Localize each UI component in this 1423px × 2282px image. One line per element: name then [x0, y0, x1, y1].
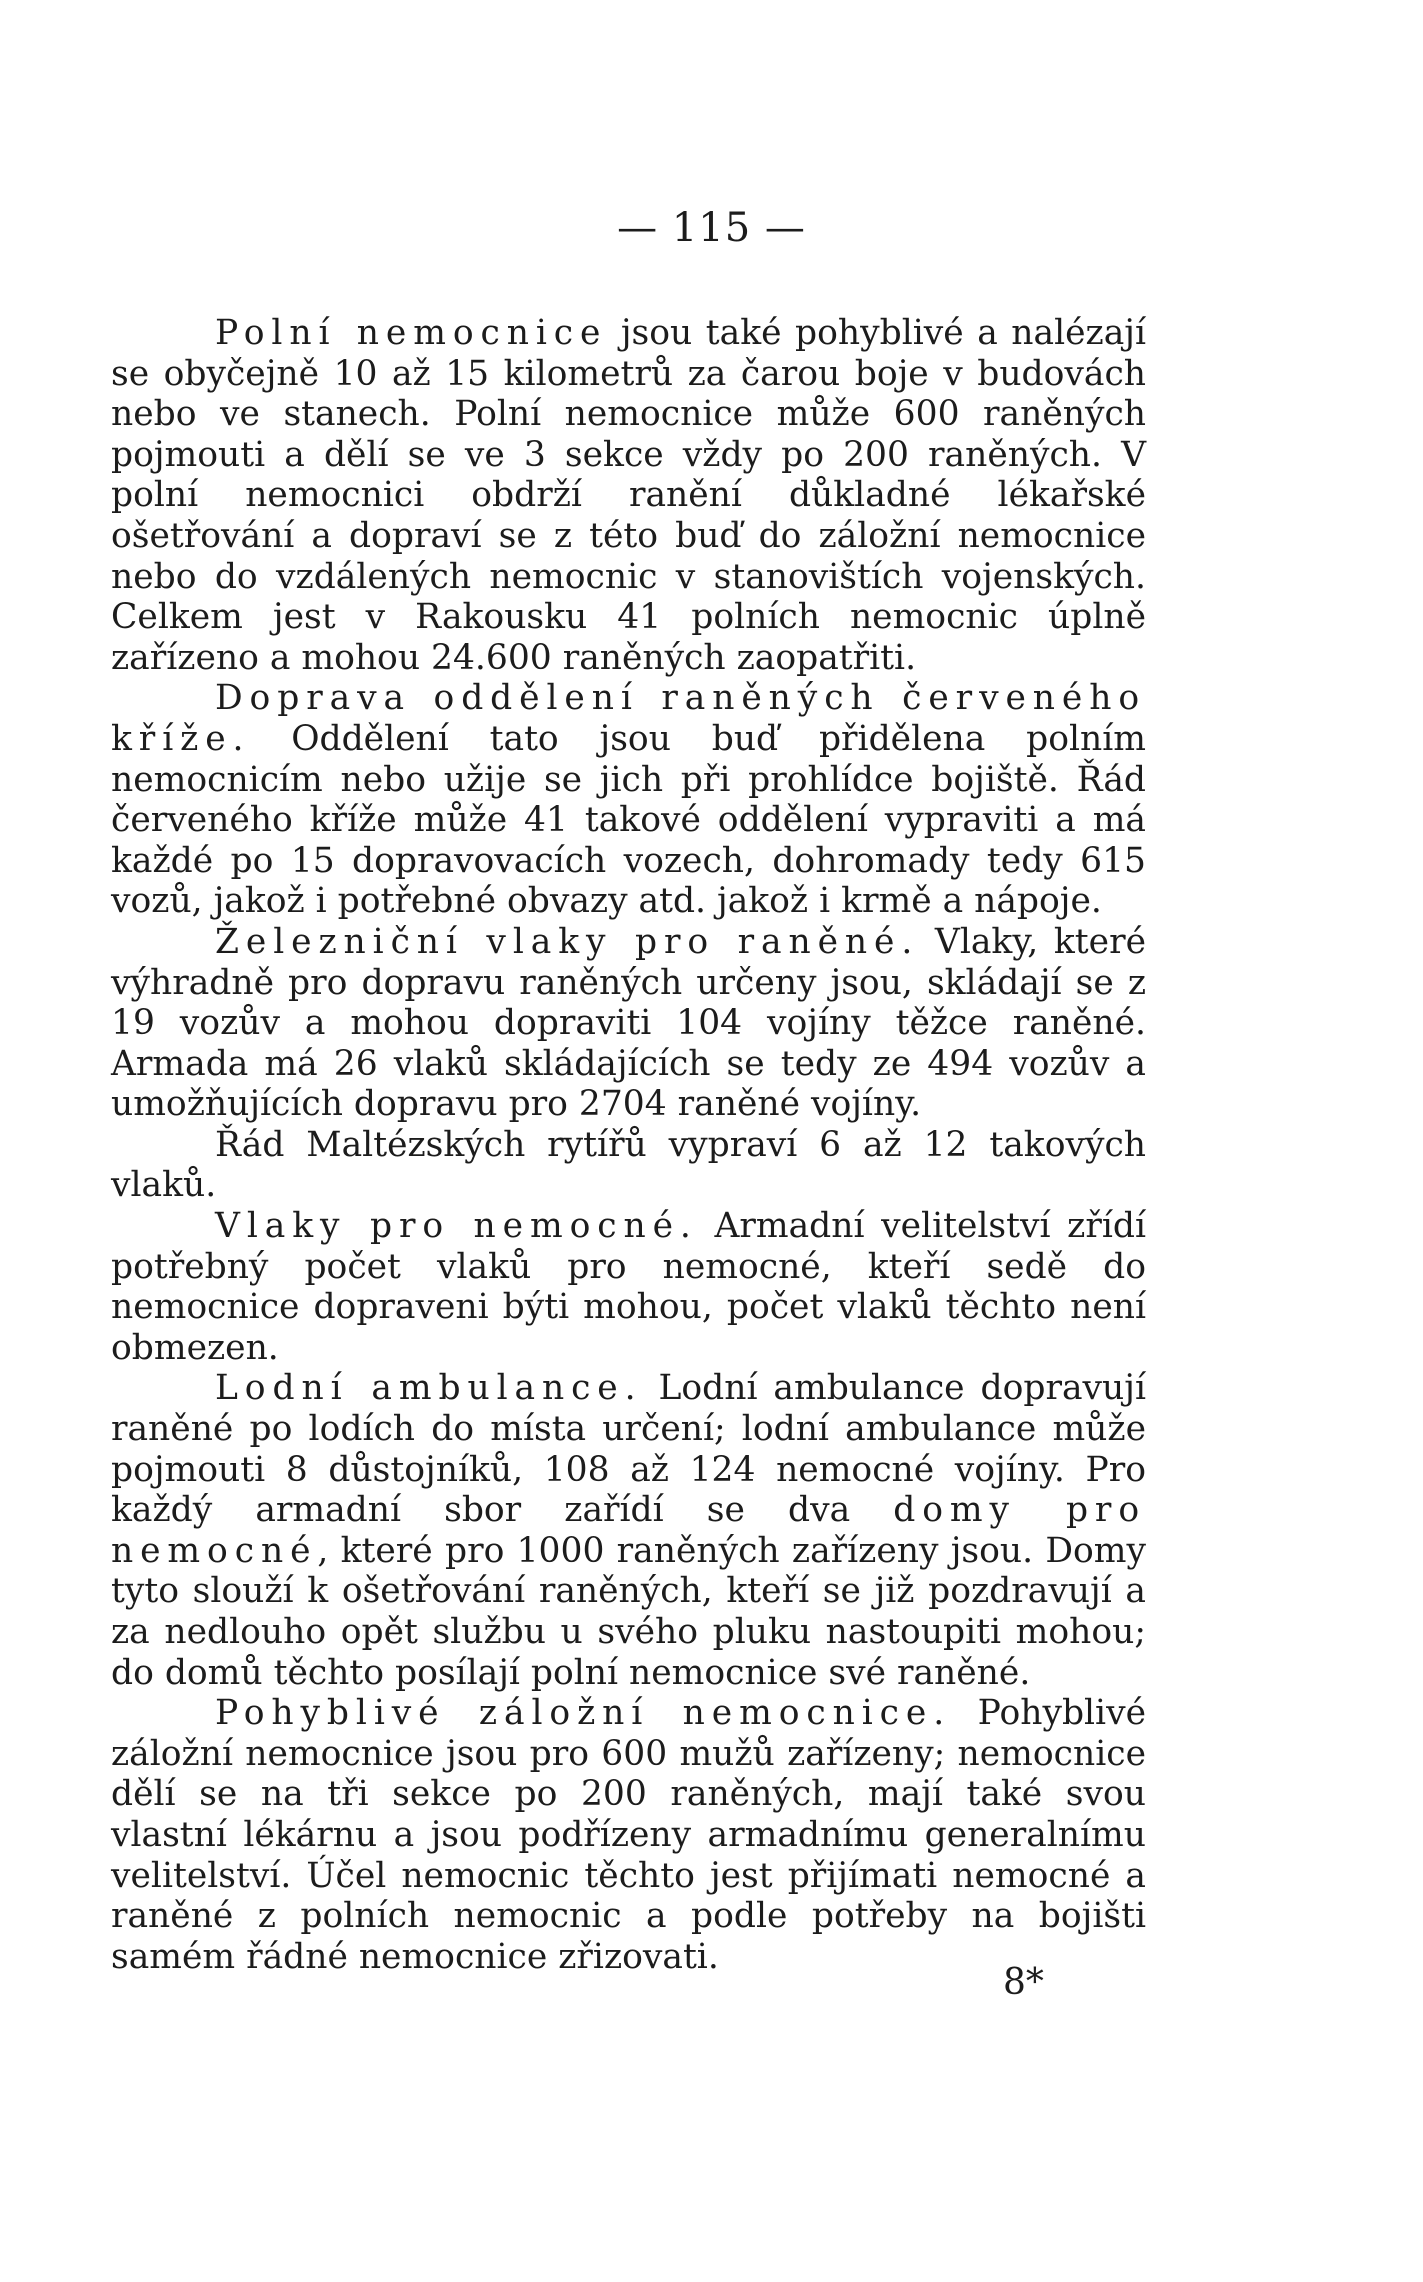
section-heading: Doprava oddělení raněných červeného kříže.: [111, 678, 1146, 759]
page-number: — 115 —: [617, 205, 806, 251]
paragraph-sick-trains: [111, 1206, 1146, 1368]
section-heading: Železniční vlaky pro raněné.: [215, 921, 920, 962]
paragraph-mobile-reserve-hospitals: [111, 1693, 1146, 1977]
paragraph-text: , které pro 1000 raněných zařízeny jsou. Domy tyto slouží k ošetřování raněných, kteří se již pozdravují a za nedlouho opět službu u svého pluku nastoupiti mohou; do domů těchto posílají polní nemocnice své raněné.: [111, 1530, 1146, 1693]
paragraph-text: Armadní velitelství zřídí potřebný počet vlaků pro nemocné, kteří sedě do nemocnice dopraveni býti mohou, počet vlaků těchto není obmezen.: [111, 1206, 1146, 1368]
signature-mark: 8*: [1003, 1962, 1044, 2003]
section-heading: Polní nemocnice: [215, 313, 608, 353]
paragraph-text: Lodní ambulance dopravují raněné po lodích do místa určení; lodní ambulance může pojmouti 8 důstojníků, 108 až 124 nemocné vojíny. Pro každý armadní sbor zařídí se dva: [111, 1368, 1146, 1531]
paragraph-text: Pohyblivé záložní nemocnice jsou pro 600 mužů zařízeny; nemocnice dělí se na tři sekce po 200 raněných, mají také svou vlastní lékárnu a jsou podřízeny armadnímu generalnímu velitelství. Účel nemocnic těchto jest přijímati nemocné a raněné z polních nemocnic a podle potřeby na bojišti samém řádné nemocnice zřizovati.: [111, 1693, 1146, 1977]
paragraph-hospital-trains: [111, 922, 1146, 1125]
paragraph-text: Vlaky, které výhradně pro dopravu raněných určeny jsou, skládají se z 19 vozův a mohou dopraviti 104 vojíny těžce raněné. Armada má 26 vlaků skládajících se tedy ze 494 vozův a umožňujících dopravu pro 2704 raněné vojíny.: [111, 921, 1146, 1125]
section-heading: Vlaky pro nemocné.: [215, 1206, 698, 1247]
paragraph-ship-ambulances: [111, 1368, 1146, 1693]
section-heading: Lodní ambulance.: [215, 1368, 643, 1409]
section-heading: Pohyblivé záložní nemocnice.: [215, 1693, 952, 1734]
paragraph-text: jsou také pohyblivé a nalézají se obyčejně 10 až 15 kilometrů za čarou boje v budovách nebo ve stanech. Polní nemocnice může 600 raněných pojmouti a dělí se ve 3 sekce vždy po 200 raněných. V polní nemocnici obdrží ranění důkladné lékařské ošetřování a dopraví se z této buď do záložní nemocnice nebo do vzdálených nemocnic v stanovištích vojenských. Celkem jest v Rakousku 41 polních nemocnic úplně zařízeno a mohou 24.600 raněných zaopatřiti.: [111, 313, 1147, 678]
body-text: [111, 313, 1146, 1977]
paragraph-text: Řád Maltézských rytířů vypraví 6 až 12 takových vlaků.: [111, 1124, 1146, 1206]
paragraph-text: Oddělení tato jsou buď přidělena polním nemocnicím nebo užije se jich při prohlídce bojiště. Řád červeného kříže může 41 takové oddělení vypraviti a má každé po 15 dopravovacích vozech, dohromady tedy 615 vozů, jakož i potřebné obvazy atd. jakož i krmě a nápoje.: [111, 718, 1146, 922]
paragraph-maltese-order: [111, 1125, 1146, 1206]
emphasis-text: domy pro nemocné: [111, 1490, 1146, 1571]
paragraph-red-cross-transport: [111, 678, 1146, 922]
paragraph-field-hospitals: [111, 313, 1146, 678]
